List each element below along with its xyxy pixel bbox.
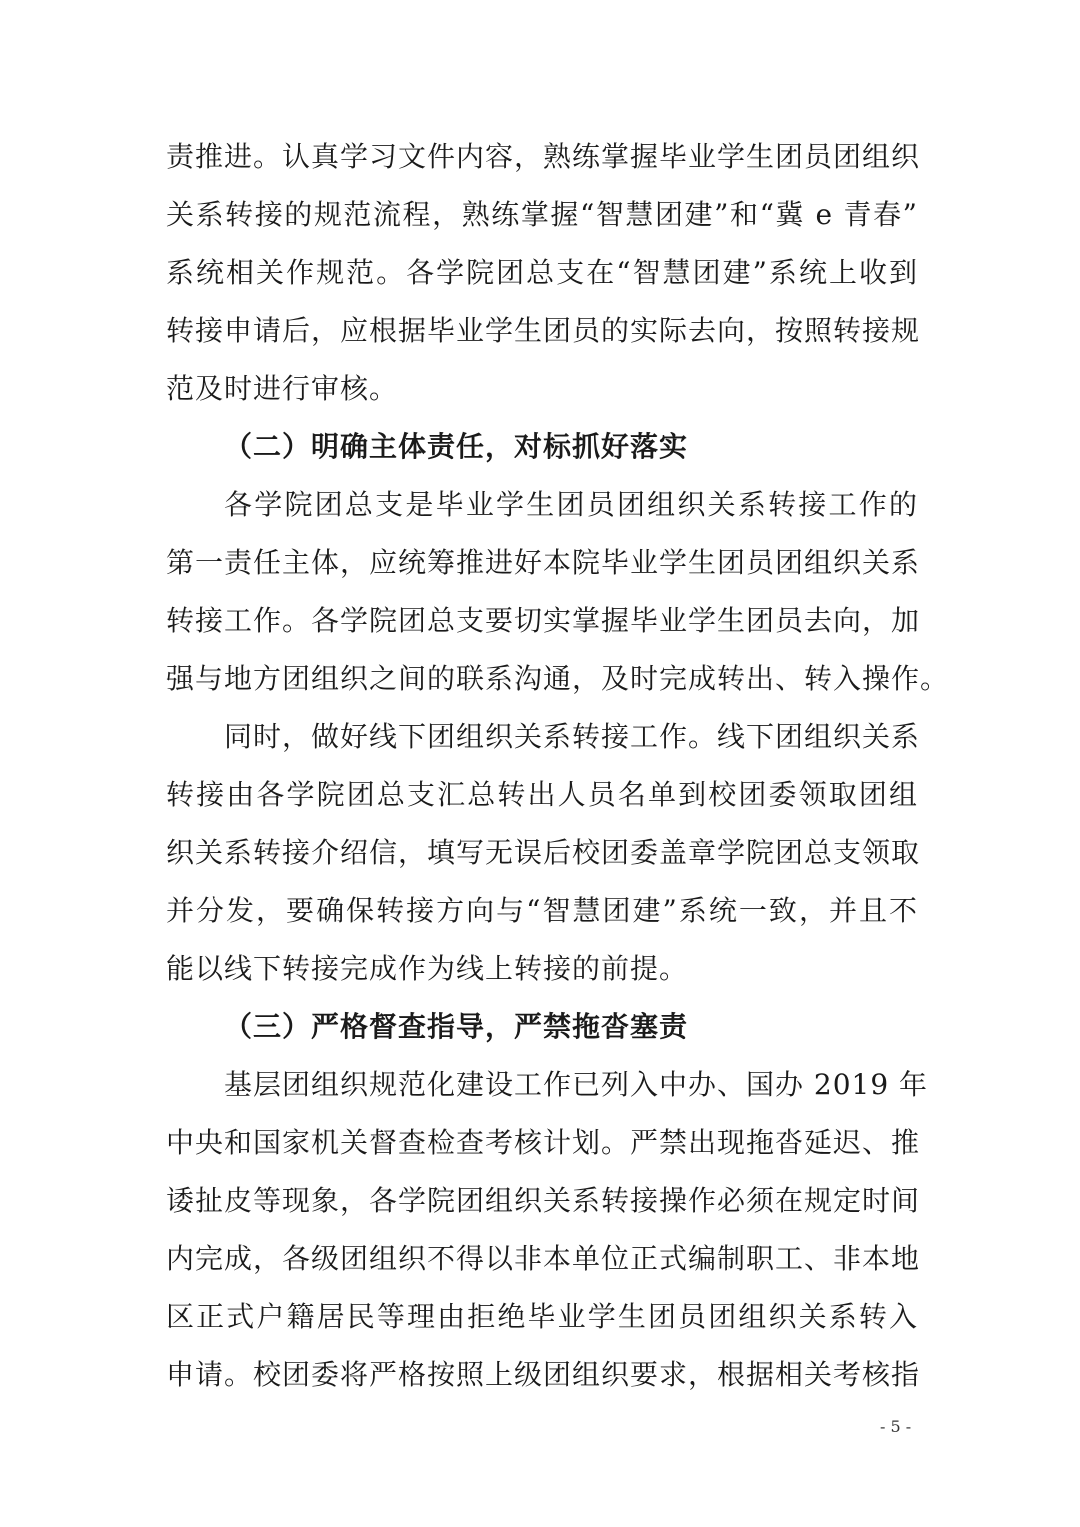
body-text <box>166 128 950 1404</box>
paragraph-line: 中央和国家机关督查检查考核计划。严禁出现拖沓延迟、推 <box>166 1126 921 1159</box>
paragraph-line: 转接由各学院团总支汇总转出人员名单到校团委领取团组 <box>166 778 918 811</box>
paragraph-line: 转接申请后，应根据毕业学生团员的实际去向，按照转接规 <box>166 314 921 347</box>
paragraph-line: 基层团组织规范化建设工作已列入中办、国办 2019 年 <box>224 1068 929 1101</box>
paragraph-line: 第一责任主体，应统筹推进好本院毕业学生团员团组织关系 <box>166 546 921 579</box>
paragraph-line: 关系转接的规范流程，熟练掌握“智慧团建”和“冀 e 青春” <box>166 198 918 231</box>
paragraph-line: 系统相关作规范。各学院团总支在“智慧团建”系统上收到 <box>166 256 918 289</box>
paragraph-line: 强与地方团组织之间的联系沟通，及时完成转出、转入操作。 <box>166 662 950 695</box>
paragraph-line: 诿扯皮等现象，各学院团组织关系转接操作必须在规定时间 <box>166 1184 921 1217</box>
paragraph-line: 各学院团总支是毕业学生团员团组织关系转接工作的 <box>224 488 918 521</box>
paragraph-line: 并分发，要确保转接方向与“智慧团建”系统一致，并且不 <box>166 894 918 927</box>
paragraph-line: 转接工作。各学院团总支要切实掌握毕业学生团员去向，加 <box>166 604 921 637</box>
paragraph-line: 范及时进行审核。 <box>166 372 399 405</box>
paragraph-line: 能以线下转接完成作为线上转接的前提。 <box>166 952 689 985</box>
paragraph-line: 织关系转接介绍信，填写无误后校团委盖章学院团总支领取 <box>166 836 921 869</box>
paragraph-line: 内完成，各级团组织不得以非本单位正式编制职工、非本地 <box>166 1242 921 1275</box>
page-number: - 5 - <box>880 1417 912 1436</box>
paragraph-line: 申请。校团委将严格按照上级团组织要求，根据相关考核指 <box>166 1358 921 1391</box>
paragraph-line: 同时，做好线下团组织关系转接工作。线下团组织关系 <box>224 720 921 753</box>
section-heading: （三）严格督查指导，严禁拖沓塞责 <box>224 1010 689 1043</box>
paragraph-line: 区正式户籍居民等理由拒绝毕业学生团员团组织关系转入 <box>166 1300 918 1333</box>
section-heading: （二）明确主体责任，对标抓好落实 <box>224 430 689 463</box>
paragraph-line: 责推进。认真学习文件内容，熟练掌握毕业学生团员团组织 <box>166 140 921 173</box>
